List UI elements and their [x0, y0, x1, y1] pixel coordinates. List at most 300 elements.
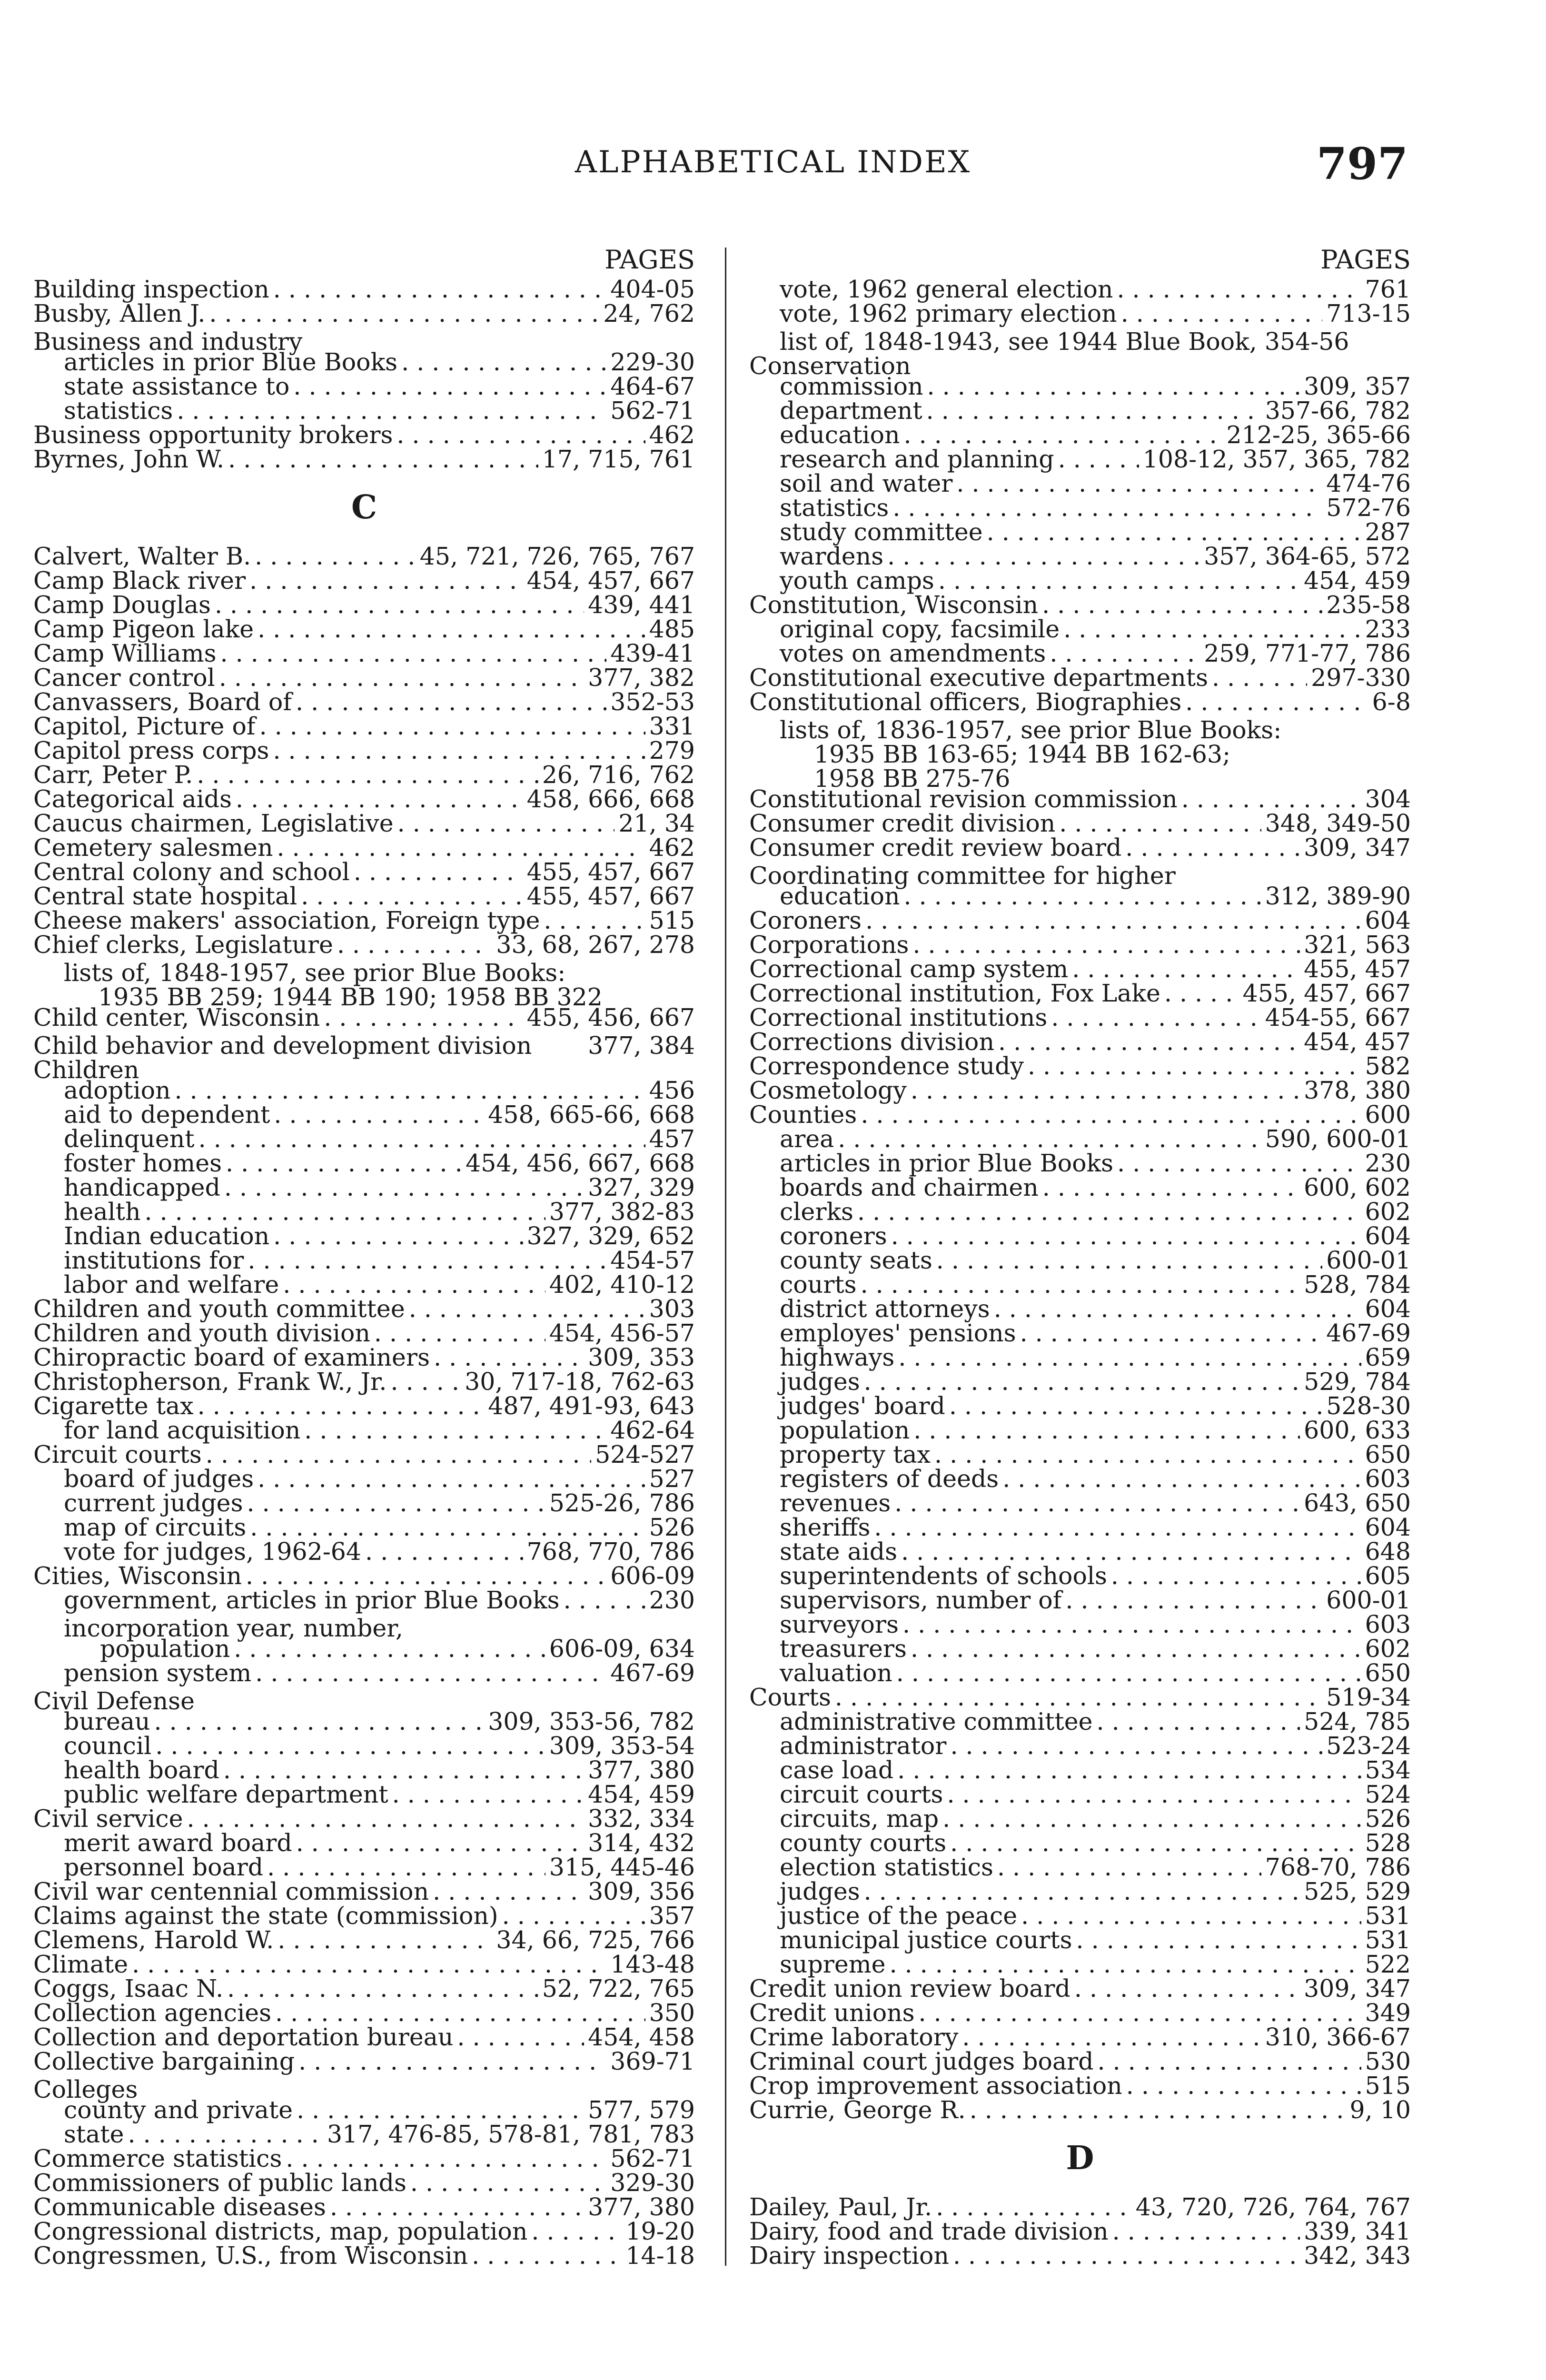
dot-leader [175, 1078, 645, 1102]
index-entry [33, 1054, 695, 1084]
index-entry-term: map of circuits [64, 1513, 247, 1541]
index-entry-term: statistics [64, 397, 173, 425]
index-entry [749, 2219, 1411, 2243]
index-entry [33, 2025, 695, 2049]
dot-leader [354, 860, 523, 884]
index-entry-term: Commerce statistics [33, 2144, 282, 2172]
dot-leader [177, 398, 606, 423]
index-entry [33, 1102, 695, 1127]
index-entry-term: Cosmetology [749, 1076, 907, 1104]
index-entry-term: articles in prior Blue Books [780, 1149, 1114, 1177]
index-entry-pages: 526 [649, 1513, 695, 1541]
index-entry-term: Coordinating committee for higher [749, 862, 1176, 890]
dot-leader [942, 1806, 1361, 1831]
index-entry [749, 665, 1411, 690]
index-entry [749, 1661, 1411, 1685]
dot-leader [236, 787, 523, 811]
dot-leader [950, 1831, 1361, 1855]
index-entry-term: Caucus chairmen, Legislative [33, 809, 394, 837]
index-entry [33, 1394, 695, 1418]
index-entry-term: Building inspection [33, 275, 269, 303]
index-entry-term: merit award board [64, 1829, 292, 1857]
dot-leader [887, 544, 1200, 568]
index-entry-term: votes on amendments [780, 639, 1046, 667]
dot-leader [330, 2195, 584, 2219]
index-entry-pages: 309, 347 [1304, 833, 1411, 862]
index-entry [33, 1734, 695, 1758]
index-entry-term: highways [780, 1343, 895, 1371]
dot-leader [273, 1224, 523, 1248]
index-entry-pages: 474-76 [1326, 469, 1411, 497]
index-entry [749, 1272, 1411, 1297]
dot-leader [1117, 277, 1361, 301]
index-entry-pages: 523-24 [1326, 1732, 1411, 1760]
dot-leader [250, 1515, 645, 1539]
dot-leader [874, 1515, 1361, 1539]
index-entry-term: state [64, 2120, 124, 2148]
index-entry-pages: 457 [649, 1125, 695, 1153]
index-entry-pages: 606-09, 634 [549, 1635, 695, 1663]
dot-leader [1126, 2073, 1361, 2098]
dot-leader [994, 1297, 1361, 1321]
index-entry-term: Collective bargaining [33, 2047, 295, 2075]
index-entry-pages: 279 [649, 736, 695, 764]
dot-leader [1097, 1709, 1300, 1734]
index-entry-pages: 304 [1365, 785, 1411, 813]
index-entry-pages: 515 [649, 906, 695, 934]
dot-leader [145, 1200, 545, 1224]
index-entry-term: supervisors, number of [780, 1586, 1062, 1614]
index-entry [749, 2243, 1411, 2268]
index-entry-pages: 34, 66, 725, 766 [496, 1926, 695, 1954]
index-entry [749, 471, 1411, 496]
dot-leader [255, 1661, 606, 1685]
index-entry-term: Corporations [749, 931, 909, 959]
index-entry-pages: 605 [1365, 1562, 1411, 1590]
index-entry-pages: 519-34 [1326, 1683, 1411, 1711]
index-entry [33, 665, 695, 690]
index-entry [33, 932, 695, 957]
index-entry [33, 326, 695, 356]
index-entry-term: Camp Black river [33, 566, 246, 595]
index-entry-pages: 310, 366-67 [1265, 2023, 1411, 2051]
index-entry-term: supreme [780, 1950, 886, 1978]
index-entry-pages: 309, 353 [588, 1343, 695, 1371]
index-entry-term: personnel board [64, 1853, 264, 1881]
dot-leader [857, 1200, 1361, 1224]
index-entry-term: pension system [64, 1659, 252, 1687]
index-entry-term: labor and welfare [64, 1270, 279, 1299]
dot-leader [277, 1928, 492, 1952]
dot-leader [472, 2243, 622, 2268]
index-entry-pages: 464-67 [610, 372, 695, 400]
index-entry-term: case load [780, 1756, 894, 1784]
dot-leader [1042, 593, 1322, 617]
dot-leader [1028, 1054, 1361, 1078]
index-entry-pages: 327, 329, 652 [526, 1222, 695, 1250]
dot-leader [1050, 641, 1200, 665]
dot-leader [926, 398, 1261, 423]
index-entry-pages: 604 [1365, 1295, 1411, 1323]
index-entry-pages: 377, 380 [588, 1756, 695, 1784]
index-entry-term: original copy, facsimile [780, 615, 1060, 643]
dot-leader [215, 593, 584, 617]
index-entry [749, 350, 1411, 380]
dot-leader [273, 277, 607, 301]
index-entry-pages: 259, 771-77, 786 [1204, 639, 1411, 667]
index-entry-pages: 456 [649, 1076, 695, 1104]
index-entry-pages: 315, 445-46 [549, 1853, 695, 1881]
dot-leader [947, 1782, 1361, 1806]
index-entry-pages: 108-12, 357, 365, 782 [1142, 445, 1411, 473]
index-entry [33, 1030, 695, 1060]
dot-leader [155, 1734, 545, 1758]
index-entry-term: Congressmen, U.S., from Wisconsin [33, 2241, 468, 2270]
index-entry [33, 1855, 695, 1879]
index-entry [33, 2243, 695, 2268]
dot-leader [409, 1297, 645, 1321]
dot-leader [258, 1467, 645, 1491]
index-entry [749, 1758, 1411, 1782]
index-entry-term: county courts [780, 1829, 947, 1857]
index-entry-pages: 600, 602 [1304, 1173, 1411, 1201]
dot-leader [246, 1564, 606, 1588]
dot-leader [919, 2001, 1361, 2025]
index-entry-term: soil and water [780, 469, 953, 497]
index-entry-pages: 462 [649, 421, 695, 449]
index-entry [749, 1297, 1411, 1321]
index-entry-term: education [780, 421, 900, 449]
index-entry-pages: 487, 491-93, 643 [488, 1392, 695, 1420]
index-entry [749, 714, 1411, 744]
index-entry-pages: 30, 717-18, 762-63 [465, 1368, 695, 1396]
index-entry-pages: 309, 347 [1304, 1974, 1411, 2003]
index-entry-term: Civil war centennial commission [33, 1877, 429, 1905]
index-entry [749, 277, 1411, 301]
dot-leader [1002, 1467, 1361, 1491]
index-entry-term: Credit unions [749, 1999, 915, 2027]
index-entry [749, 2098, 1411, 2122]
index-entry [749, 1418, 1411, 1442]
dot-leader [337, 932, 492, 957]
index-entry [749, 2073, 1411, 2098]
index-entry-term: Carr, Peter P. [33, 761, 193, 789]
dot-leader [950, 1734, 1322, 1758]
index-entry-term: board of judges [64, 1465, 254, 1493]
index-entry-pages: 454, 459 [588, 1780, 695, 1808]
index-entries [33, 277, 695, 2268]
index-entry-term: Crime laboratory [749, 2023, 959, 2051]
index-entry-term: revenues [780, 1489, 891, 1517]
index-entry-pages: 404-05 [610, 275, 695, 303]
dot-leader [1125, 835, 1300, 860]
index-entry [33, 1224, 695, 1248]
index-entry-term: Crop improvement association [749, 2072, 1122, 2100]
page-title: ALPHABETICAL INDEX [575, 145, 971, 180]
index-entry-pages: 527 [649, 1465, 695, 1493]
index-entry [33, 2001, 695, 2025]
index-entry-pages: 462 [649, 833, 695, 862]
index-entry [33, 1491, 695, 1515]
dot-leader [936, 2195, 1132, 2219]
index-entry-term: Camp Douglas [33, 591, 211, 619]
index-entry [749, 787, 1411, 811]
index-entry-pages: 454, 456, 667, 668 [466, 1149, 695, 1177]
index-entry [749, 2195, 1411, 2219]
index-entry-term: Canvassers, Board of [33, 688, 292, 716]
index-entry-term: treasurers [780, 1635, 907, 1663]
index-entry-pages: 309, 356 [588, 1877, 695, 1905]
index-entry-pages: 312, 389-90 [1265, 882, 1411, 910]
index-entry-pages: 212-25, 365-66 [1226, 421, 1411, 449]
dot-leader [1021, 1904, 1361, 1928]
dot-leader [911, 1636, 1361, 1661]
index-entry-term: Correspondence study [749, 1052, 1024, 1080]
index-entry [749, 1515, 1411, 1539]
dot-leader [220, 641, 607, 665]
index-entry-term: public welfare department [64, 1780, 388, 1808]
index-entry [749, 1806, 1411, 1831]
index-entry-term: 1935 BB 163-65; 1944 BB 162-63; [814, 740, 1231, 768]
index-entry [33, 350, 695, 374]
dot-leader [1063, 617, 1361, 641]
index-entry-term: Cemetery salesmen [33, 833, 273, 862]
index-entry-pages: 314, 432 [588, 1829, 695, 1857]
index-entry-term: wardens [780, 542, 884, 570]
index-entry [749, 1976, 1411, 2001]
index-entry-term: Civil service [33, 1805, 183, 1833]
dot-leader [1072, 957, 1300, 981]
dot-leader [247, 1491, 545, 1515]
dot-leader [187, 1806, 584, 1831]
index-entry-term: Constitutional officers, Biographies [749, 688, 1182, 716]
index-entry-pages: 600, 633 [1304, 1416, 1411, 1444]
index-entry-pages: 602 [1365, 1635, 1411, 1663]
index-entry-pages: 454, 458 [588, 2023, 695, 2051]
index-entry [749, 1855, 1411, 1879]
index-entry-term: Capitol press corps [33, 736, 269, 764]
index-entry-pages: 455, 456, 667 [526, 1003, 695, 1031]
index-entry-term: commission [780, 372, 923, 400]
index-entry [33, 1636, 695, 1661]
index-entry [749, 1588, 1411, 1612]
index-entry-term: population [100, 1635, 230, 1663]
dot-leader [301, 884, 523, 908]
index-entry-pages: 604 [1365, 1513, 1411, 1541]
index-entry [749, 520, 1411, 544]
dot-leader [892, 496, 1322, 520]
dot-leader [535, 1030, 584, 1054]
index-entry-pages: 357 [649, 1902, 695, 1930]
index-entry [33, 2049, 695, 2073]
index-entry-term: health [64, 1198, 141, 1226]
index-entry [33, 1952, 695, 1976]
index-entry [33, 1976, 695, 2001]
index-entry-pages: 458, 666, 668 [526, 785, 695, 813]
index-entry-pages: 309, 353-56, 782 [488, 1707, 695, 1735]
index-entry-pages: 572-76 [1326, 494, 1411, 522]
dot-leader [902, 1612, 1361, 1636]
dot-leader [1058, 447, 1139, 471]
index-entry [33, 617, 695, 641]
index-entry-term: clerks [780, 1198, 853, 1226]
index-entry-term: Constitutional revision commission [749, 785, 1178, 813]
index-entry [33, 763, 695, 787]
index-entry [749, 1248, 1411, 1272]
dot-leader [1185, 690, 1368, 714]
index-entry [33, 1539, 695, 1564]
index-entry-pages: 528 [1365, 1829, 1411, 1857]
dot-leader [904, 423, 1223, 447]
index-entry-term: Child behavior and development division [33, 1031, 532, 1060]
index-entry-pages: 377, 384 [588, 1031, 695, 1060]
index-entry [33, 811, 695, 835]
dot-leader [1098, 2049, 1361, 2073]
dot-leader [865, 908, 1361, 932]
index-entry-pages: 562-71 [610, 397, 695, 425]
index-entry [33, 1248, 695, 1272]
dot-leader [864, 1879, 1300, 1904]
index-entry-pages: 439, 441 [588, 591, 695, 619]
dot-leader [198, 1127, 645, 1151]
index-entry [749, 641, 1411, 665]
index-entry-term: Civil Defense [33, 1687, 195, 1715]
dot-leader [390, 1369, 461, 1394]
dot-leader [890, 1952, 1361, 1976]
index-entry-term: Claims against the state (commission) [33, 1902, 498, 1930]
index-entry [33, 301, 695, 326]
index-entry-term: surveyors [780, 1610, 899, 1638]
index-entry-term: district attorneys [780, 1295, 990, 1323]
dot-leader [970, 2098, 1346, 2122]
index-entry [749, 423, 1411, 447]
index-entry [749, 617, 1411, 641]
index-entry-term: Categorical aids [33, 785, 232, 813]
index-entry-term: Consumer credit division [749, 809, 1056, 837]
index-entry-term: county and private [64, 2096, 293, 2124]
index-entry-pages: 768, 770, 786 [526, 1537, 695, 1566]
dot-leader [901, 1539, 1361, 1564]
dot-leader [396, 423, 645, 447]
dot-leader [1164, 981, 1239, 1005]
index-entry [33, 2122, 695, 2146]
index-entry [33, 1879, 695, 1904]
dot-leader [998, 1030, 1300, 1054]
index-entry [749, 326, 1411, 356]
index-entry-pages: 525-26, 786 [549, 1489, 695, 1517]
index-entry-pages: 526 [1365, 1805, 1411, 1833]
index-entry [33, 1709, 695, 1734]
index-entry [749, 738, 1411, 768]
index-entry-term: Communicable diseases [33, 2193, 326, 2221]
index-entry-pages: 454, 457 [1304, 1028, 1411, 1056]
index-entry [749, 398, 1411, 423]
index-entry-pages: 9, 10 [1349, 2096, 1411, 2124]
index-entry-pages: 603 [1365, 1465, 1411, 1493]
index-entry [33, 1078, 695, 1102]
index-entry [749, 1782, 1411, 1806]
index-entry-pages: 19-20 [625, 2217, 695, 2245]
index-entry-pages: 230 [649, 1586, 695, 1614]
index-entry-term: Correctional camp system [749, 955, 1069, 983]
index-entry-term: Correctional institutions [749, 1003, 1048, 1031]
index-entry [749, 374, 1411, 398]
index-entry-pages: 525, 529 [1304, 1877, 1411, 1905]
index-entry-pages: 761 [1365, 275, 1411, 303]
index-entry [33, 1806, 695, 1831]
index-entry-term: Cancer control [33, 664, 215, 692]
dot-leader [259, 714, 645, 738]
index-entry-pages: 309, 353-54 [549, 1732, 695, 1760]
index-entry [33, 2219, 695, 2243]
index-entry-term: Children and youth committee [33, 1295, 405, 1323]
index-entry [749, 1442, 1411, 1467]
index-entry-term: administrator [780, 1732, 947, 1760]
index-entry-term: Indian education [64, 1222, 270, 1250]
index-entry-term: justice of the peace [780, 1902, 1018, 1930]
dot-leader [934, 1442, 1361, 1467]
index-entry [749, 932, 1411, 957]
dot-leader [226, 1151, 462, 1175]
index-entry-term: research and planning [780, 445, 1054, 473]
index-entry-pages: 528, 784 [1304, 1270, 1411, 1299]
dot-leader [401, 350, 606, 374]
index-entry-term: bureau [64, 1707, 150, 1735]
dot-leader [1059, 811, 1261, 835]
index-entry [749, 2025, 1411, 2049]
index-entry-term: Byrnes, John W. [33, 445, 225, 473]
dot-leader [1065, 1588, 1322, 1612]
index-entry-term: lists of, 1836-1957, see prior Blue Books: [780, 716, 1282, 744]
index-entry-term: articles in prior Blue Books [64, 348, 398, 376]
index-entry-term: Camp Pigeon lake [33, 615, 254, 643]
index-entry [33, 1345, 695, 1369]
dot-leader [277, 835, 645, 860]
index-entry [33, 1467, 695, 1491]
index-entry [33, 1321, 695, 1345]
index-entry [749, 1685, 1411, 1709]
index-entry-pages: 230 [1365, 1149, 1411, 1177]
index-entry-term: Chiropractic board of examiners [33, 1343, 430, 1371]
index-entry-pages: 650 [1365, 1659, 1411, 1687]
dot-leader [953, 2243, 1300, 2268]
index-entry-pages: 339, 341 [1304, 2217, 1411, 2245]
index-entry-term: Coggs, Isaac N. [33, 1974, 224, 2003]
index-entry-term: Cities, Wisconsin [33, 1562, 242, 1590]
dot-leader [544, 908, 645, 932]
dot-leader [132, 1952, 606, 1976]
index-entry-pages: 348, 349-50 [1265, 809, 1411, 837]
dot-leader [293, 374, 606, 398]
index-entry [749, 1345, 1411, 1369]
index-entry-term: Correctional institution, Fox Lake [749, 979, 1160, 1007]
dot-leader [296, 1831, 584, 1855]
index-entry-term: Children and youth division [33, 1319, 370, 1347]
index-entry-term: judges [780, 1368, 860, 1396]
index-entry-term: Constitutional executive departments [749, 664, 1208, 692]
index-entry [749, 1467, 1411, 1491]
index-entry [749, 544, 1411, 568]
index-entry-term: youth camps [780, 566, 934, 595]
index-entry-pages: 454, 459 [1304, 566, 1411, 595]
index-entry [749, 1709, 1411, 1734]
index-entry [33, 1612, 695, 1642]
index-entry [33, 2171, 695, 2195]
index-entry-pages: 378, 380 [1304, 1076, 1411, 1104]
dot-leader [197, 763, 538, 787]
index-entry [33, 1831, 695, 1855]
dot-leader [298, 2049, 606, 2073]
